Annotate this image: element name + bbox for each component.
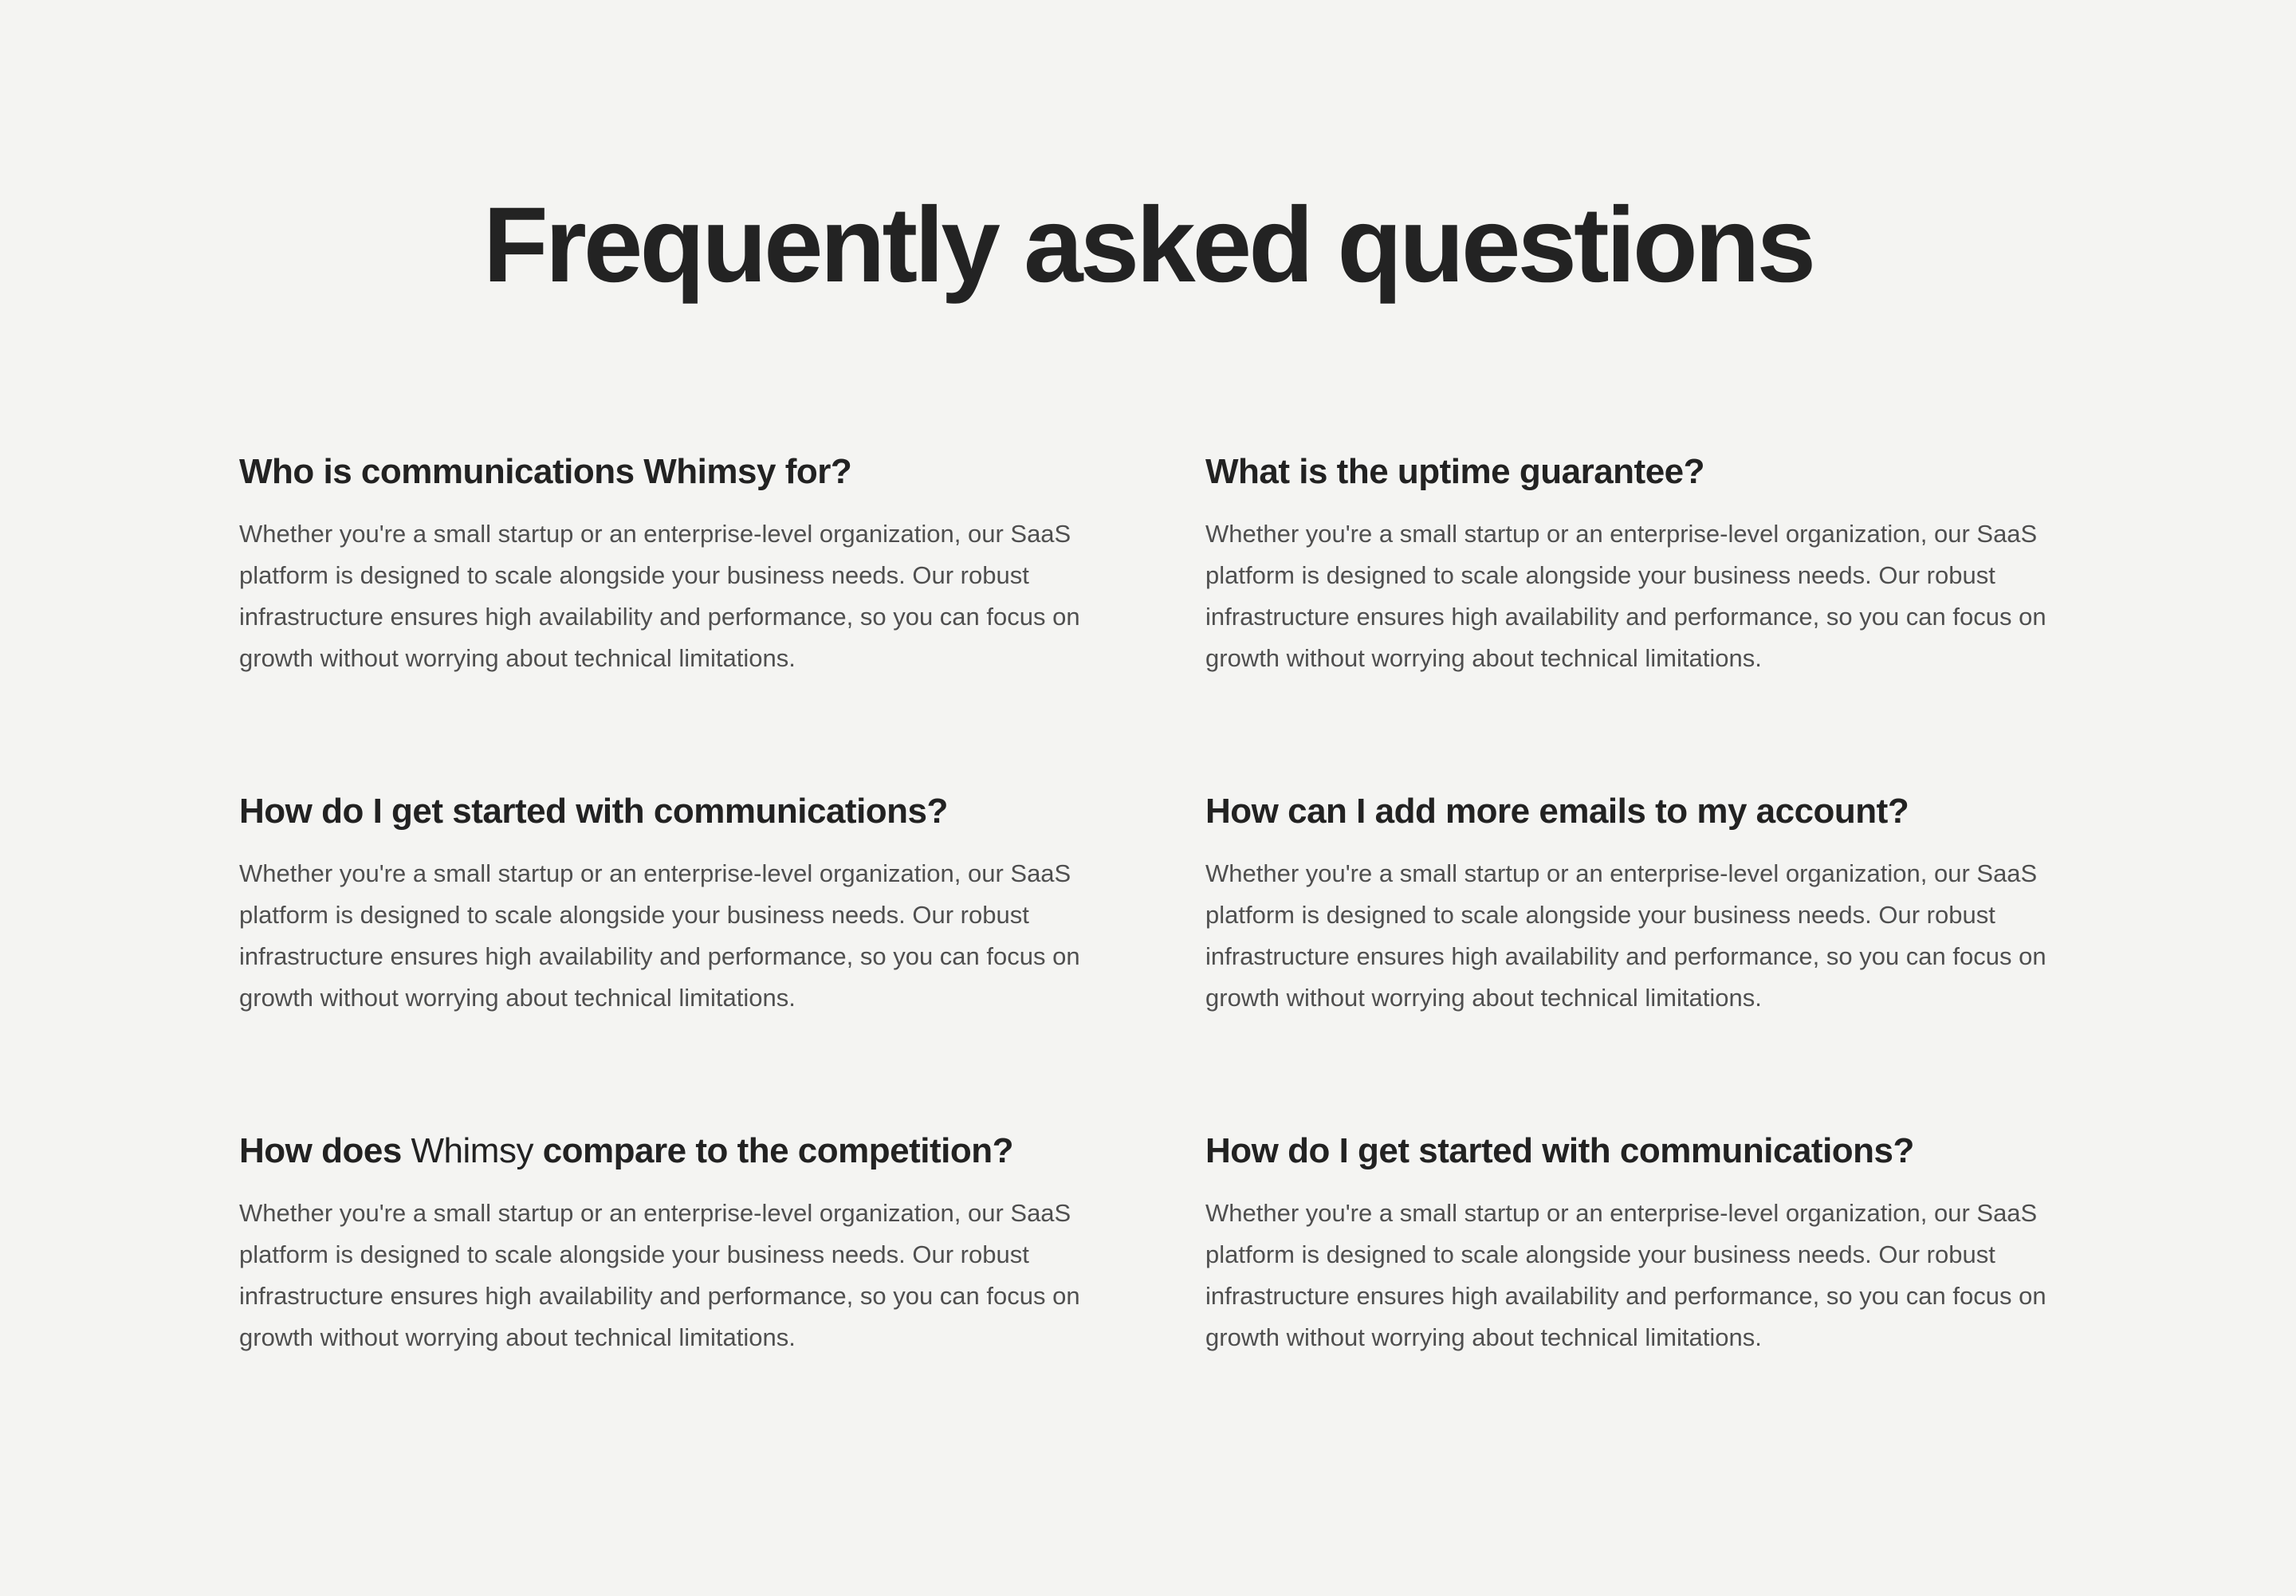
faq-answer: Whether you're a small startup or an enterprise-level organization, our SaaS platform is designed to scale alongside your business needs. Our robust infrastructure ensures high availability and performance, so you can focus on growth without worrying about technical limitations.	[239, 520, 1080, 672]
faq-question	[239, 1127, 1112, 1175]
faq-question-part: How does	[239, 1131, 411, 1170]
faq-question: How do I get started with communications?	[239, 792, 948, 831]
page-title: Frequently asked questions	[482, 186, 1814, 305]
faq-question: How do I get started with communications?	[1205, 1131, 1914, 1170]
faq-question: How can I add more emails to my account?	[1205, 792, 1909, 831]
faq-question-brand: Whimsy	[411, 1131, 533, 1170]
faq-item-uptime-guarantee	[1205, 448, 2078, 679]
faq-item-get-started	[239, 788, 1112, 1019]
faq-item-who-is-it-for	[239, 448, 1112, 679]
faq-answer: Whether you're a small startup or an enterprise-level organization, our SaaS platform is designed to scale alongside your business needs. Our robust infrastructure ensures high availability and performance, so you can focus on growth without worrying about technical limitations.	[239, 859, 1080, 1012]
faq-answer: Whether you're a small startup or an enterprise-level organization, our SaaS platform is designed to scale alongside your business needs. Our robust infrastructure ensures high availability and performance, so you can focus on growth without worrying about technical limitations.	[1205, 520, 2046, 672]
faq-item-compare-competition	[239, 1127, 1112, 1358]
faq-item-get-started-repeat	[1205, 1127, 2078, 1358]
faq-answer: Whether you're a small startup or an enterprise-level organization, our SaaS platform is designed to scale alongside your business needs. Our robust infrastructure ensures high availability and performance, so you can focus on growth without worrying about technical limitations.	[1205, 859, 2046, 1012]
faq-question: Who is communications Whimsy for?	[239, 452, 852, 491]
faq-answer: Whether you're a small startup or an enterprise-level organization, our SaaS platform is designed to scale alongside your business needs. Our robust infrastructure ensures high availability and performance, so you can focus on growth without worrying about technical limitations.	[239, 1199, 1080, 1351]
faq-answer: Whether you're a small startup or an enterprise-level organization, our SaaS platform is designed to scale alongside your business needs. Our robust infrastructure ensures high availability and performance, so you can focus on growth without worrying about technical limitations.	[1205, 1199, 2046, 1351]
faq-question-part: compare to the competition?	[533, 1131, 1014, 1170]
faq-item-add-emails	[1205, 788, 2078, 1019]
faq-question: What is the uptime guarantee?	[1205, 452, 1705, 491]
